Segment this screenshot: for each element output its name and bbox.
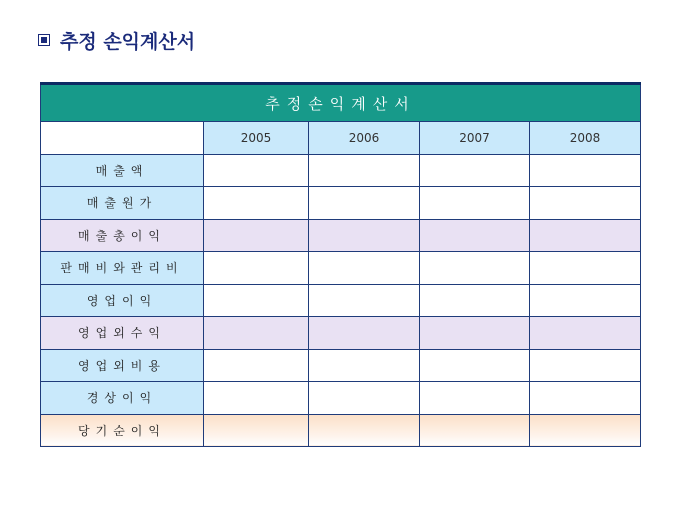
table-row	[41, 219, 641, 252]
page-title: 추정 손익계산서	[60, 30, 196, 53]
table-row	[41, 187, 641, 220]
value-cell-2005[interactable]	[204, 154, 309, 187]
income-statement-table	[40, 82, 641, 447]
table-row	[41, 414, 641, 447]
value-cell-2005[interactable]	[204, 284, 309, 317]
value-cell-2007[interactable]	[420, 219, 530, 252]
value-cell-2008[interactable]	[530, 154, 641, 187]
value-cell-2006[interactable]	[309, 187, 420, 220]
row-label: 경상이익	[41, 382, 204, 415]
year-header-2006: 2006	[309, 122, 420, 155]
value-cell-2008[interactable]	[530, 187, 641, 220]
year-header-row	[41, 122, 641, 155]
value-cell-2006[interactable]	[309, 252, 420, 285]
value-cell-2006[interactable]	[309, 284, 420, 317]
value-cell-2008[interactable]	[530, 349, 641, 382]
value-cell-2007[interactable]	[420, 187, 530, 220]
row-label: 영업외수익	[41, 317, 204, 350]
row-label: 매출원가	[41, 187, 204, 220]
row-label: 매출액	[41, 154, 204, 187]
header-corner-cell	[41, 122, 204, 155]
value-cell-2006[interactable]	[309, 414, 420, 447]
value-cell-2007[interactable]	[420, 284, 530, 317]
year-header-2007: 2007	[420, 122, 530, 155]
row-label: 당기순이익	[41, 414, 204, 447]
value-cell-2008[interactable]	[530, 252, 641, 285]
table-title-row	[41, 84, 641, 122]
value-cell-2006[interactable]	[309, 349, 420, 382]
row-label: 매출총이익	[41, 219, 204, 252]
value-cell-2007[interactable]	[420, 154, 530, 187]
row-label: 영업이익	[41, 284, 204, 317]
value-cell-2005[interactable]	[204, 252, 309, 285]
value-cell-2008[interactable]	[530, 284, 641, 317]
value-cell-2005[interactable]	[204, 219, 309, 252]
table-row	[41, 154, 641, 187]
value-cell-2008[interactable]	[530, 382, 641, 415]
row-label: 영업외비용	[41, 349, 204, 382]
value-cell-2007[interactable]	[420, 349, 530, 382]
year-header-2005: 2005	[204, 122, 309, 155]
value-cell-2005[interactable]	[204, 414, 309, 447]
value-cell-2006[interactable]	[309, 317, 420, 350]
value-cell-2006[interactable]	[309, 382, 420, 415]
value-cell-2006[interactable]	[309, 154, 420, 187]
value-cell-2008[interactable]	[530, 414, 641, 447]
value-cell-2008[interactable]	[530, 219, 641, 252]
value-cell-2005[interactable]	[204, 187, 309, 220]
value-cell-2007[interactable]	[420, 382, 530, 415]
table-row	[41, 349, 641, 382]
table-row	[41, 317, 641, 350]
year-header-2008: 2008	[530, 122, 641, 155]
row-label: 판매비와관리비	[41, 252, 204, 285]
value-cell-2005[interactable]	[204, 349, 309, 382]
value-cell-2007[interactable]	[420, 414, 530, 447]
value-cell-2005[interactable]	[204, 317, 309, 350]
square-bullet-icon	[38, 34, 50, 46]
value-cell-2007[interactable]	[420, 317, 530, 350]
value-cell-2008[interactable]	[530, 317, 641, 350]
table-row	[41, 382, 641, 415]
table-row	[41, 284, 641, 317]
value-cell-2007[interactable]	[420, 252, 530, 285]
table-row	[41, 252, 641, 285]
value-cell-2005[interactable]	[204, 382, 309, 415]
page-heading	[38, 28, 195, 52]
value-cell-2006[interactable]	[309, 219, 420, 252]
table-title: 추정손익계산서	[41, 84, 641, 122]
